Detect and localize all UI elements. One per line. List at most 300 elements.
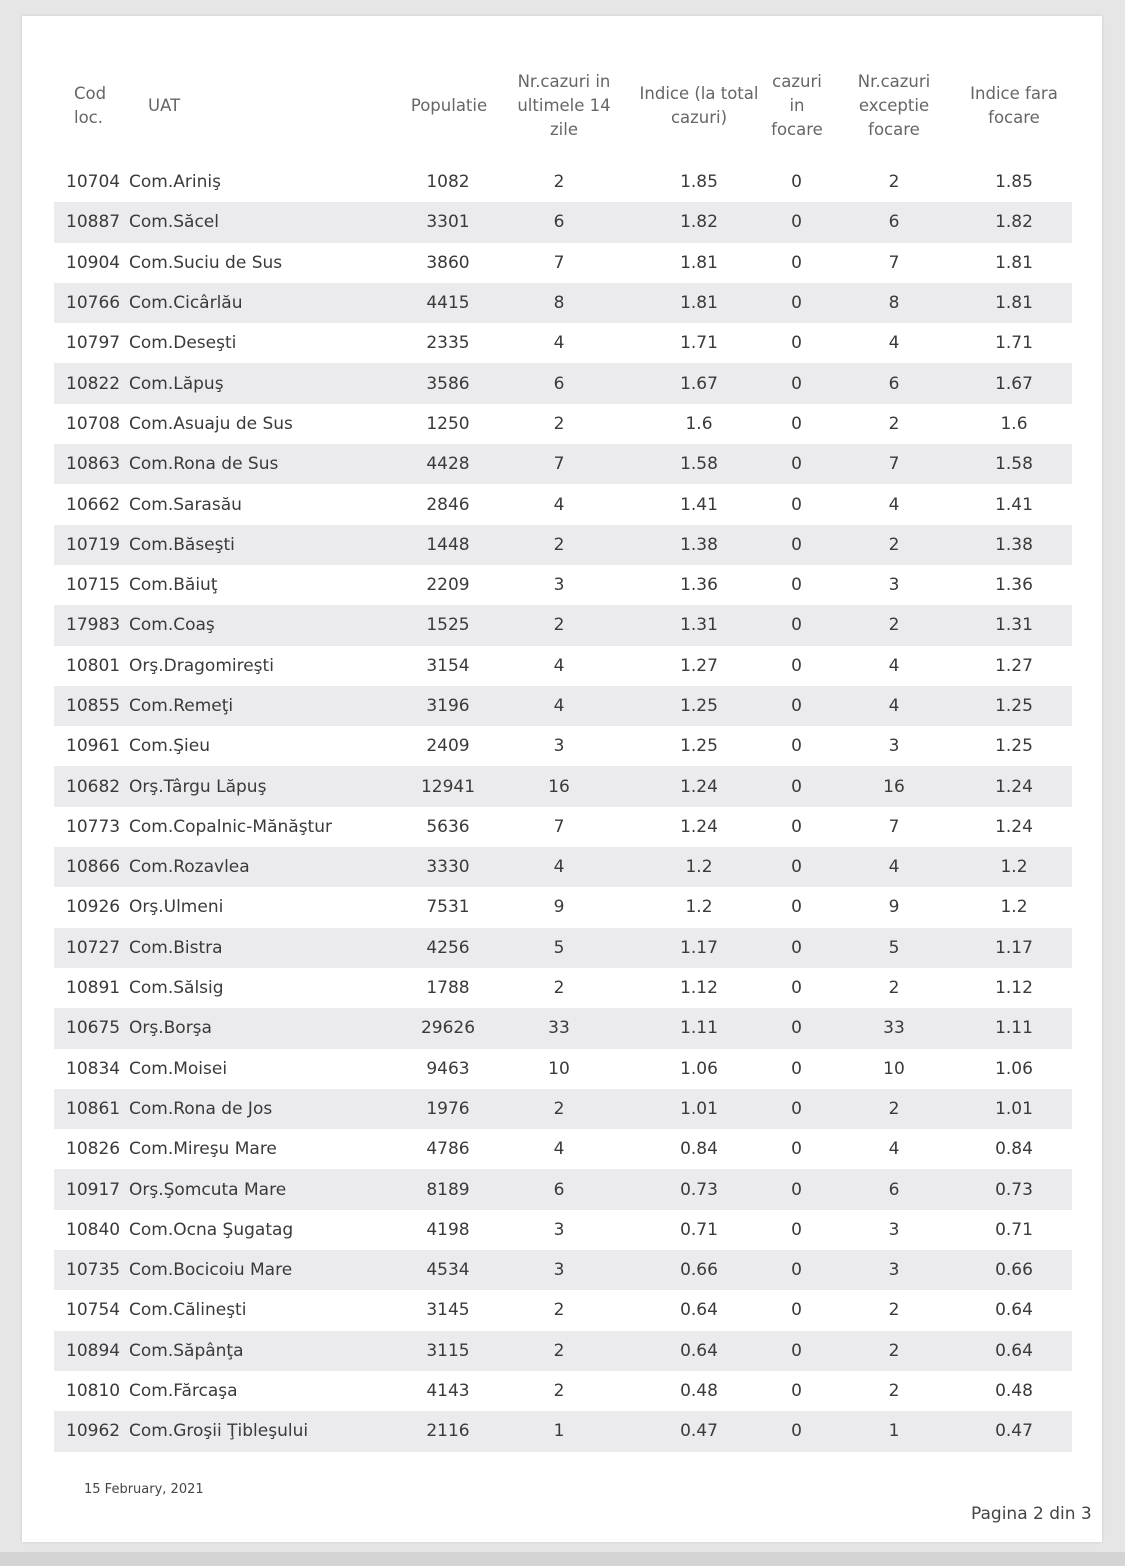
cell-indice-total: 1.17 [680,937,718,958]
cell-populatie: 2409 [426,736,470,757]
cell-uat: Com.Lăpuş [129,373,224,394]
cell-nr-exceptie: 3 [888,1219,900,1240]
table-row [54,646,1072,686]
cell-cod: 10962 [66,1421,121,1442]
cell-cod: 10715 [66,575,121,596]
cell-indice-fara: 1.67 [995,373,1033,394]
cell-nr-cazuri: 2 [553,978,565,999]
cell-populatie: 5636 [426,816,470,837]
cell-nr-cazuri: 3 [553,575,565,596]
cell-nr-exceptie: 2 [888,1381,900,1402]
cell-indice-total: 0.47 [680,1421,718,1442]
table-row [54,1089,1072,1129]
cell-cod: 10834 [66,1058,121,1079]
cell-nr-cazuri: 2 [553,615,565,636]
cell-indice-total: 1.25 [680,736,718,757]
cell-populatie: 4428 [426,454,470,475]
cell-nr-cazuri: 4 [553,655,565,676]
cell-uat: Orş.Dragomireşti [129,655,274,676]
cell-indice-fara: 1.27 [995,655,1033,676]
cell-uat: Com.Sălsig [129,978,224,999]
table-row [54,1049,1072,1089]
cell-populatie: 1788 [426,978,470,999]
table-row [54,202,1072,242]
cell-indice-fara: 1.17 [995,937,1033,958]
cell-nr-exceptie: 4 [888,333,900,354]
cell-nr-exceptie: 4 [888,696,900,716]
cell-nr-cazuri: 2 [553,413,565,434]
header-cazuri-focare: cazuri in focare [771,72,823,139]
cell-cazuri-focare: 0 [791,1018,802,1039]
table-row [54,1129,1072,1169]
cell-cod: 10894 [66,1340,121,1361]
cell-indice-fara: 0.64 [995,1340,1033,1361]
cell-uat: Com.Mireşu Mare [129,1139,277,1160]
cell-indice-fara: 1.81 [995,293,1033,314]
cell-cazuri-focare: 0 [791,897,802,918]
cell-populatie: 2335 [426,333,470,354]
cell-cod: 10863 [66,454,121,475]
cell-uat: Orş.Ulmeni [129,897,224,918]
table-row [54,1169,1072,1209]
cell-populatie: 9463 [426,1058,470,1079]
cell-cod: 10855 [66,696,121,716]
cell-nr-cazuri: 4 [553,494,565,515]
table-row [54,162,1072,202]
cell-nr-exceptie: 2 [888,1340,900,1361]
cell-indice-total: 1.38 [680,534,718,555]
cell-cod: 10926 [66,897,121,918]
cell-cazuri-focare: 0 [791,736,802,757]
cell-nr-cazuri: 10 [548,1058,570,1079]
table-row [54,404,1072,444]
cell-indice-total: 0.48 [680,1381,718,1402]
cell-cazuri-focare: 0 [791,1340,802,1361]
cell-cod: 10891 [66,978,121,999]
header-nr-exceptie: Nr.cazuri exceptie focare [857,72,931,139]
cell-cazuri-focare: 0 [791,1139,802,1160]
cell-indice-total: 0.66 [680,1260,718,1281]
cell-uat: Com.Ocna Şugatag [129,1219,294,1240]
cell-cazuri-focare: 0 [791,252,802,273]
cell-indice-fara: 1.58 [995,454,1033,475]
cell-nr-cazuri: 2 [553,1098,565,1119]
cell-uat: Com.Călineşti [129,1300,247,1321]
cell-uat: Com.Bocicoiu Mare [129,1260,293,1281]
cell-uat: Orş.Târgu Lăpuş [129,776,267,797]
report-date: 15 February, 2021 [84,1482,204,1497]
cell-nr-cazuri: 3 [553,1219,565,1240]
cell-nr-exceptie: 7 [888,454,900,475]
cell-uat: Com.Rozavlea [129,857,250,878]
cell-nr-cazuri: 2 [553,1340,565,1361]
cell-populatie: 2846 [426,494,470,515]
cell-nr-cazuri: 8 [553,293,565,314]
cell-nr-cazuri: 7 [553,816,565,837]
cell-indice-total: 0.84 [680,1139,718,1160]
cell-uat: Com.Rona de Sus [129,454,279,475]
cell-nr-cazuri: 33 [548,1018,570,1039]
header-uat: UAT [148,96,181,115]
cell-populatie: 3330 [426,857,470,878]
cell-populatie: 4256 [426,937,470,958]
cell-populatie: 3154 [426,655,470,676]
cell-populatie: 4786 [426,1139,470,1160]
cell-indice-total: 1.11 [680,1018,718,1039]
cell-populatie: 12941 [420,776,476,797]
cell-nr-cazuri: 6 [553,212,565,233]
cell-cazuri-focare: 0 [791,212,802,233]
cell-indice-total: 1.81 [680,252,718,273]
table-row [54,1008,1072,1048]
cell-populatie: 1448 [426,534,470,555]
cell-nr-exceptie: 6 [888,212,900,233]
cell-nr-exceptie: 3 [888,1260,900,1281]
cell-populatie: 1976 [426,1098,470,1119]
header-populatie: Populatie [410,96,488,115]
cell-cod: 10708 [66,413,121,434]
cell-cazuri-focare: 0 [791,937,802,958]
cell-indice-fara: 1.24 [995,776,1033,797]
cell-cazuri-focare: 0 [791,857,802,878]
cell-nr-exceptie: 33 [883,1018,905,1039]
cell-populatie: 3115 [426,1340,470,1361]
cell-cod: 10662 [66,494,121,515]
cell-indice-total: 1.27 [680,655,718,676]
table-row [54,363,1072,403]
cell-cazuri-focare: 0 [791,333,802,354]
cell-populatie: 3586 [426,373,470,394]
cell-cazuri-focare: 0 [791,1098,802,1119]
cell-indice-total: 1.2 [685,897,713,918]
cell-indice-fara: 0.71 [995,1219,1033,1240]
cell-nr-exceptie: 2 [888,1098,900,1119]
cell-cod: 10704 [66,172,121,193]
cell-cod: 10861 [66,1098,121,1119]
table-row [54,887,1072,927]
cell-nr-exceptie: 7 [888,252,900,273]
cell-cazuri-focare: 0 [791,494,802,515]
cell-nr-cazuri: 4 [553,333,565,354]
cell-uat: Com.Rona de Jos [129,1098,273,1119]
cell-indice-fara: 1.2 [1000,897,1028,918]
cell-indice-total: 0.64 [680,1300,718,1321]
cell-indice-total: 1.12 [680,978,718,999]
cell-nr-cazuri: 2 [553,1381,565,1402]
cell-nr-exceptie: 7 [888,816,900,837]
page-number: Pagina 2 din 3 [971,1504,1092,1524]
cell-cod: 10773 [66,816,121,837]
cell-uat: Com.Remeţi [129,696,234,716]
cell-cazuri-focare: 0 [791,373,802,394]
cell-nr-exceptie: 4 [888,857,900,878]
cell-cazuri-focare: 0 [791,696,802,716]
cell-cod: 17983 [66,615,121,636]
cell-uat: Com.Deseşti [129,333,237,354]
cell-indice-total: 1.24 [680,816,718,837]
cell-cod: 10810 [66,1381,121,1402]
cell-indice-fara: 1.85 [995,172,1033,193]
cell-indice-total: 1.81 [680,293,718,314]
cell-nr-exceptie: 2 [888,978,900,999]
cell-indice-fara: 1.36 [995,575,1033,596]
cell-nr-exceptie: 3 [888,575,900,596]
cell-indice-fara: 1.2 [1000,857,1028,878]
cell-cod: 10682 [66,776,121,797]
cell-nr-cazuri: 6 [553,373,565,394]
table-row [54,766,1072,806]
cell-nr-exceptie: 9 [888,897,900,918]
cell-populatie: 4534 [426,1260,470,1281]
cell-uat: Com.Băseşti [129,534,235,555]
cell-nr-exceptie: 8 [888,293,900,314]
cell-populatie: 4143 [426,1381,470,1402]
cell-indice-total: 0.73 [680,1179,718,1200]
table-row [54,847,1072,887]
cell-uat: Com.Sarasău [129,494,242,515]
cell-nr-exceptie: 3 [888,736,900,757]
cell-uat: Com.Băiuţ [129,575,218,596]
cell-nr-cazuri: 3 [553,1260,565,1281]
cell-populatie: 4198 [426,1219,470,1240]
header-indice-fara: Indice fara focare [970,84,1058,127]
cell-cod: 10675 [66,1018,121,1039]
cell-cazuri-focare: 0 [791,978,802,999]
cell-uat: Com.Groşii Ţibleşului [129,1421,309,1442]
cell-cazuri-focare: 0 [791,1260,802,1281]
cell-uat: Com.Suciu de Sus [129,252,283,273]
cell-populatie: 1082 [426,172,470,193]
cell-cod: 10801 [66,655,121,676]
cell-indice-total: 1.85 [680,172,718,193]
cell-indice-total: 1.82 [680,212,718,233]
header-indice-total: Indice (la total cazuri) [639,84,759,127]
cell-indice-total: 1.67 [680,373,718,394]
cell-nr-exceptie: 10 [883,1058,905,1079]
cell-nr-exceptie: 6 [888,1179,900,1200]
cell-uat: Orş.Şomcuta Mare [129,1179,287,1200]
cell-uat: Com.Cicârlău [129,293,243,314]
cell-uat: Com.Copalnic-Mănăştur [129,816,332,837]
cell-uat: Com.Săpânţa [129,1340,244,1361]
cell-cod: 10822 [66,373,121,394]
table-row [54,726,1072,766]
table-row [54,1250,1072,1290]
cell-populatie: 4415 [426,293,470,314]
cell-indice-total: 1.71 [680,333,718,354]
cell-populatie: 7531 [426,897,470,918]
cell-nr-exceptie: 4 [888,1139,900,1160]
cell-nr-cazuri: 4 [553,1139,565,1160]
cell-nr-cazuri: 4 [553,696,565,716]
table-row [54,525,1072,565]
cell-populatie: 3145 [426,1300,470,1321]
cell-indice-total: 1.41 [680,494,718,515]
table-row [54,283,1072,323]
cell-nr-cazuri: 7 [553,454,565,475]
table-row [54,1290,1072,1330]
cell-indice-total: 1.6 [685,413,713,434]
cell-indice-fara: 1.24 [995,816,1033,837]
cell-nr-cazuri: 4 [553,857,565,878]
cell-nr-cazuri: 7 [553,252,565,273]
cell-nr-exceptie: 2 [888,615,900,636]
cell-indice-fara: 1.38 [995,534,1033,555]
table-row [54,1411,1072,1451]
next-page-edge [0,1552,1125,1566]
cell-cazuri-focare: 0 [791,816,802,837]
cell-populatie: 1250 [426,413,470,434]
cell-nr-exceptie: 4 [888,494,900,515]
table-row [54,1331,1072,1371]
cell-cod: 10904 [66,252,121,273]
cell-cazuri-focare: 0 [791,1381,802,1402]
cell-populatie: 3860 [426,252,470,273]
cell-indice-fara: 1.6 [1000,413,1028,434]
cell-cod: 10826 [66,1139,121,1160]
cell-nr-cazuri: 1 [553,1421,565,1442]
cell-nr-exceptie: 6 [888,373,900,394]
cell-indice-fara: 1.25 [995,696,1033,716]
cell-cazuri-focare: 0 [791,1179,802,1200]
cell-indice-fara: 0.73 [995,1179,1033,1200]
cell-populatie: 1525 [426,615,470,636]
cell-nr-exceptie: 2 [888,1300,900,1321]
cell-indice-total: 1.06 [680,1058,718,1079]
cell-uat: Com.Asuaju de Sus [129,413,293,434]
cell-uat: Com.Coaş [129,615,215,636]
cell-nr-cazuri: 2 [553,172,565,193]
cell-indice-fara: 1.41 [995,494,1033,515]
cell-cod: 10797 [66,333,121,354]
cell-cazuri-focare: 0 [791,655,802,676]
cell-nr-cazuri: 9 [553,897,565,918]
cell-nr-cazuri: 2 [553,1300,565,1321]
cell-indice-fara: 0.64 [995,1300,1033,1321]
cell-indice-total: 1.2 [685,857,713,878]
cell-cod: 10887 [66,212,121,233]
cell-populatie: 29626 [420,1018,476,1039]
cell-cazuri-focare: 0 [791,615,802,636]
cell-indice-fara: 1.11 [995,1018,1033,1039]
cell-indice-total: 1.58 [680,454,718,475]
cell-nr-exceptie: 16 [883,776,905,797]
table-row [54,807,1072,847]
cell-nr-cazuri: 5 [553,937,565,958]
cell-cazuri-focare: 0 [791,172,802,193]
cell-cazuri-focare: 0 [791,413,802,434]
cell-indice-fara: 1.06 [995,1058,1033,1079]
header-nr-cazuri: Nr.cazuri in ultimele 14 zile [517,72,611,139]
cell-cod: 10735 [66,1260,121,1281]
cell-indice-fara: 1.25 [995,736,1033,757]
cell-cod: 10766 [66,293,121,314]
cell-indice-fara: 1.01 [995,1098,1033,1119]
cell-indice-fara: 1.71 [995,333,1033,354]
table-row [54,243,1072,283]
cell-nr-cazuri: 16 [548,776,570,797]
cell-cod: 10866 [66,857,121,878]
table-row [54,444,1072,484]
cell-populatie: 2209 [426,575,470,596]
table-row [54,605,1072,645]
table-row [54,484,1072,524]
cell-cod: 10917 [66,1179,121,1200]
cell-nr-exceptie: 2 [888,413,900,434]
cell-cod: 10754 [66,1300,121,1321]
table-row [54,968,1072,1008]
cell-nr-exceptie: 2 [888,534,900,555]
cell-indice-total: 1.24 [680,776,718,797]
cell-nr-exceptie: 5 [888,937,900,958]
cell-cazuri-focare: 0 [791,1300,802,1321]
cell-populatie: 3301 [426,212,470,233]
cell-indice-fara: 1.31 [995,615,1033,636]
cell-indice-fara: 1.81 [995,252,1033,273]
cell-uat: Com.Fărcaşa [129,1381,238,1402]
table-row [54,565,1072,605]
cell-nr-exceptie: 2 [888,172,900,193]
cell-indice-fara: 0.47 [995,1421,1033,1442]
cell-indice-total: 0.71 [680,1219,718,1240]
cell-cazuri-focare: 0 [791,534,802,555]
cell-populatie: 8189 [426,1179,470,1200]
cell-nr-cazuri: 6 [553,1179,565,1200]
cell-uat: Orş.Borşa [129,1018,212,1039]
cell-uat: Com.Săcel [129,212,219,233]
cell-cod: 10727 [66,937,121,958]
cell-uat: Com.Ariniş [129,172,221,193]
cell-cod: 10961 [66,736,121,757]
cell-cod: 10840 [66,1219,121,1240]
cell-populatie: 3196 [426,696,470,716]
table-row [54,323,1072,363]
table-header [54,56,1072,162]
cell-cazuri-focare: 0 [791,776,802,797]
header-cod: Cod loc. [74,84,107,127]
cell-indice-fara: 0.66 [995,1260,1033,1281]
cell-indice-total: 1.25 [680,696,718,716]
cell-cod: 10719 [66,534,121,555]
cell-indice-fara: 1.12 [995,978,1033,999]
cell-nr-exceptie: 4 [888,655,900,676]
table-row [54,928,1072,968]
data-table [54,56,1072,1452]
document-page [22,16,1102,1542]
cell-nr-cazuri: 2 [553,534,565,555]
cell-indice-total: 0.64 [680,1340,718,1361]
cell-cazuri-focare: 0 [791,1421,802,1442]
cell-indice-fara: 0.48 [995,1381,1033,1402]
cell-uat: Com.Şieu [129,736,210,757]
table-body [54,162,1072,1452]
table-row [54,1371,1072,1411]
cell-indice-total: 1.01 [680,1098,718,1119]
cell-nr-cazuri: 3 [553,736,565,757]
cell-uat: Com.Bistra [129,937,223,958]
cell-cazuri-focare: 0 [791,575,802,596]
cell-cazuri-focare: 0 [791,1058,802,1079]
cell-indice-total: 1.36 [680,575,718,596]
cell-indice-fara: 0.84 [995,1139,1033,1160]
cell-nr-exceptie: 1 [888,1421,900,1442]
cell-cazuri-focare: 0 [791,1219,802,1240]
cell-cazuri-focare: 0 [791,454,802,475]
cell-indice-fara: 1.82 [995,212,1033,233]
cell-cazuri-focare: 0 [791,293,802,314]
table-row [54,1210,1072,1250]
cell-indice-total: 1.31 [680,615,718,636]
